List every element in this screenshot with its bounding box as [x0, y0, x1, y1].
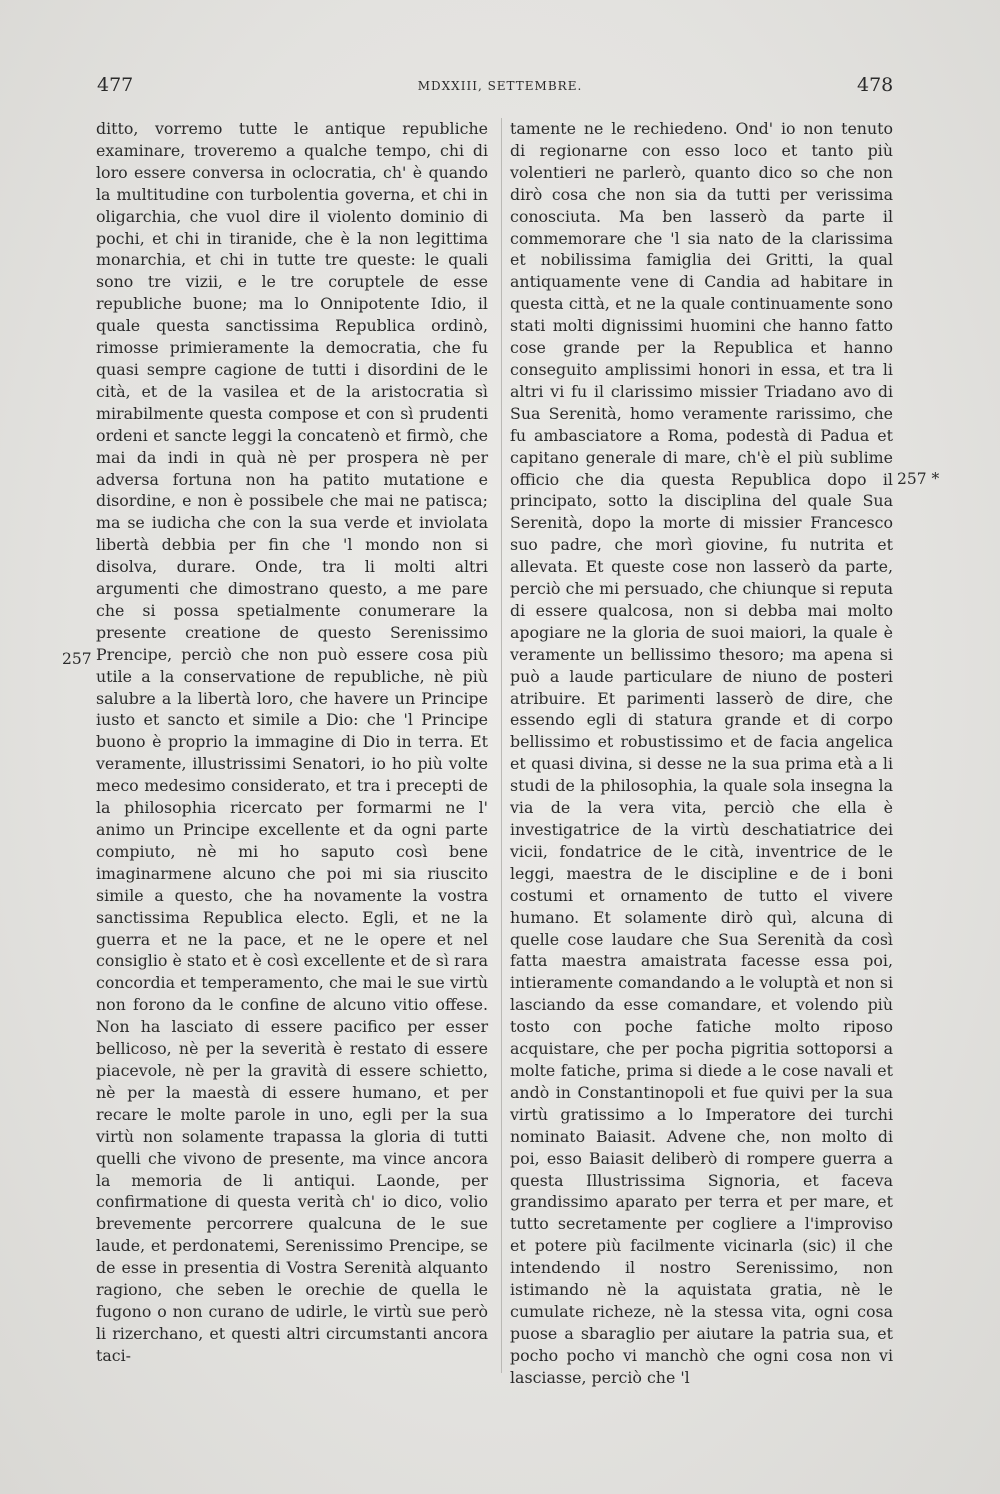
page-header	[0, 74, 1000, 104]
right-page-number: 478	[857, 74, 894, 96]
right-text-column	[510, 118, 893, 1389]
running-head: MDXXIII, SETTEMBRE.	[417, 79, 583, 93]
left-text-column	[96, 118, 488, 1367]
left-margin-note: 257	[62, 650, 92, 668]
right-margin-note: 257 *	[897, 470, 940, 488]
right-column-text: tamente ne le rechiedeno. Ond' io non tenuto di regionarne con esso loco et tanto più volentieri ne parlerò, quanto dico so che non dirò cosa che non sia da tutti per verissima conosciuta. Ma ben lasserò da parte il commemorare che 'l sia nato de la clarissima et nobilissima famiglia dei Gritti, la qual antiquamente vene di Candia ad habitare in questa città, et ne la quale continuamente sono stati molti dignissimi huomini che hanno fatto cose grande per la Republica et hanno conseguito amplissimi honori in essa, et tra li altri vi fu il clarissimo missier Triadano avo di Sua Serenità, homo veramente rarissimo, che fu ambasciatore a Roma, podestà di Padua et capitano generale di mare, ch'è el più sublime officio che dia questa Republica dopo il principato, sotto la disciplina del quale Sua Serenità, dopo la morte di missier Francesco suo padre, che morì giovine, fu nutrita et allevata. Et queste cose non lasserò da parte, perciò che mi persuado, che chiunque si reputa di essere qualcosa, non si debba mai molto apogiare ne la gloria de suoi maiori, la quale è veramente un bellissimo thesoro; ma apena si può a laude particulare de niuno de posteri atribuire. Et parimenti lasserò de dire, che essendo egli di statura grande et di corpo bellissimo et robustissimo et de facia angelica et quasi divina, si desse ne la sua prima età a li studi de la philosophia, la quale sola insegna la via de la vera vita, perciò che ella è investigatrice de la virtù deschatiatrice dei vicii, fondatrice de le cità, inventrice de le leggi, maestra de le discipline e de i boni costumi et ornamento de tutto el vivere humano. Et solamente dirò quì, alcuna di quelle cose laudare che Sua Serenità da così fatta maestra amaistrata facesse essa poi, intieramente comandando a le voluptà et non si lasciando da esse comandare, et volendo più tosto con poche fatiche molto riposo acquistare, che per pocha pigritia sottoporsi a molte fatiche, prima si diede a le cose navali et andò in Constantinopoli et fue quivi per la sua virtù gratissimo a lo Imperatore dei turchi nominato Baiasit. Advene che, non molto di poi, esso Baiasit deliberò di rompere guerra a questa Illustrissima Signoria, et faceva grandissimo aparato per terra et per mare, et tutto secretamente per cogliere a l'improviso et potere più facilmente vicinarla (sic) il che intendendo il nostro Serenissimo, non istimando nè la aquistata gratia, nè le cumulate richeze, nè la stessa vita, ogni cosa puose a sbaraglio per aiutare la patria sua, et pocho pocho vi manchò che ogni cosa non vi lasciasse, perciò che 'l	[510, 119, 893, 1387]
column-divider	[501, 118, 502, 1373]
left-column-text: ditto, vorremo tutte le antique republiche examinare, troveremo a qualche tempo, chi di loro essere conversa in oclocratia, ch' è quando la multitudine con turbolentia governa, et chi in oligarchia, che vuol dire il violento dominio di pochi, et chi in tiranide, che è la non legittima monarchia, et chi in tutte tre queste: le quali sono tre vizii, e le tre coruptele de esse republiche buone; ma lo Onnipotente Idio, il quale questa sanctissima Republica ordinò, rimosse primieramente la democratia, che fu quasi sempre cagione de tutti i disordini de le cità, et de la vasilea et de la aristocratia sì mirabilmente questa compose et con sì prudenti ordeni et sancte leggi la concatenò et firmò, che mai da indi in quà nè per prospera nè per adversa fortuna non ha patito mutatione e disordine, e non è possibele che mai ne patisca; ma se iudicha che con la sua verde et inviolata libertà debbia per fin che 'l mondo non si disolva, durare. Onde, tra li molti altri argumenti che dimostrano questo, a me pare che si possa spetialmente conumerare la presente creatione de questo Serenissimo Prencipe, perciò che non può essere cosa più utile a la conservatione de republiche, nè più salubre a la libertà loro, che havere un Principe iusto et sancto et simile a Dio: che 'l Principe buono è proprio la immagine di Dio in terra. Et veramente, illustrissimi Senatori, io ho più volte meco medesimo considerato, et tra i precepti de la philosophia ricercato per formarmi ne l' animo un Principe excellente et da ogni parte compiuto, nè mi ho saputo così bene imaginarmene alcuno che poi mi sia riuscito simile a questo, che ha novamente la vostra sanctissima Republica electo. Egli, et ne la guerra et ne la pace, et ne le opere et nel consiglio è stato et è così excellente et de sì rara concordia et temperamento, che mai le sue virtù non forono da le confine de alcuno vitio offese. Non ha lasciato di essere pacifico per esser bellicoso, nè per la severità è restato di essere piacevole, nè per la gravità di essere schietto, nè per la maestà di essere humano, et per recare le molte parole in uno, egli per la sua virtù non solamente trapassa la gloria di tutti quelli che vivono de presente, ma vince ancora la memoria de li antiqui. Laonde, per confirmatione di questa verità ch' io dico, volio brevemente percorrere qualcuna de le sue laude, et perdonatemi, Serenissimo Prencipe, se de esse in presentia di Vostra Serenità alquanto ragiono, che seben le orechie de quella le fugono o non curano de udirle, le virtù sue però li rizerchano, et questi altri circumstanti ancora taci-	[96, 119, 488, 1365]
left-page-number: 477	[97, 74, 134, 96]
